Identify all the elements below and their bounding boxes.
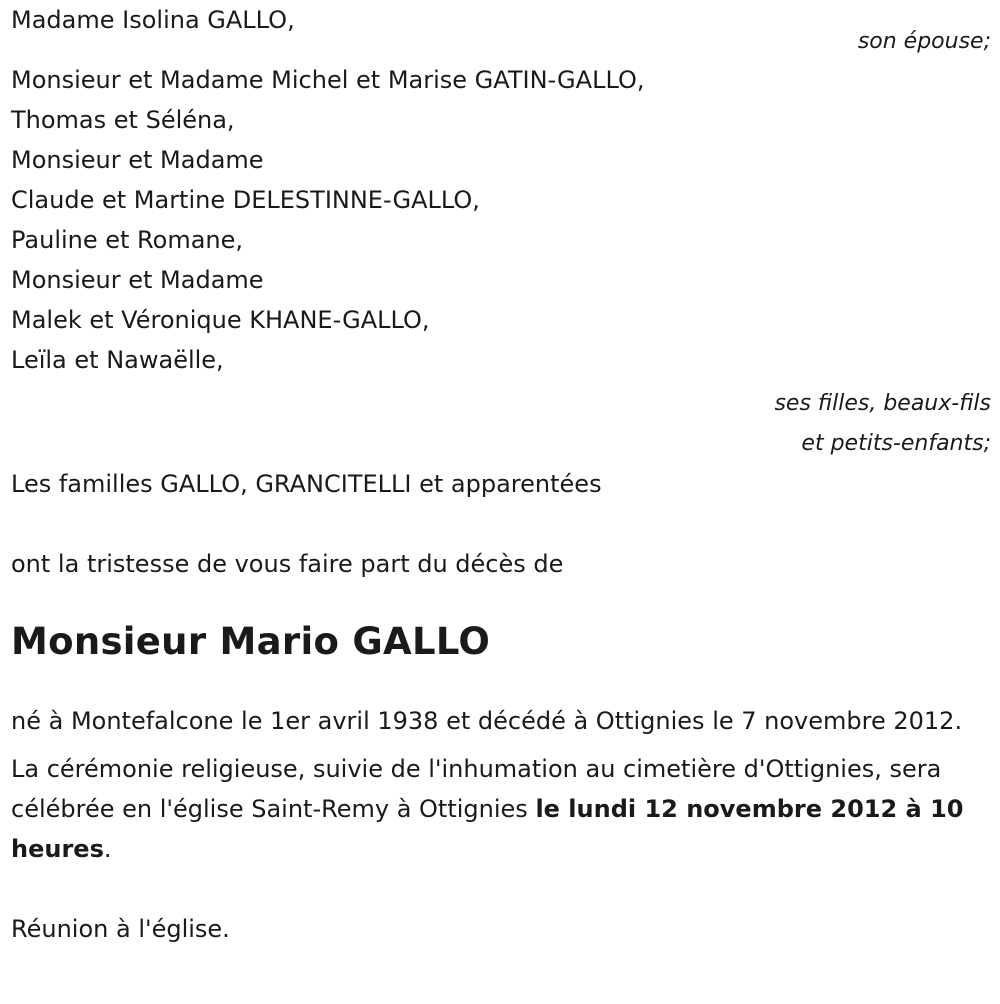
family-role-line1: ses filles, beaux-fils: [774, 391, 991, 416]
wife-role: son épouse;: [857, 29, 991, 54]
birth-death: né à Montefalcone le 1er avril 1938 et décédé à Ottignies le 7 novembre 2012.: [11, 707, 963, 735]
extended-family: Les familles GALLO, GRANCITELLI et apparentées: [11, 470, 602, 498]
ceremony-datetime: le lundi 12 novembre 2012 à 10 heures: [11, 795, 964, 863]
family-line: Leïla et Nawaëlle,: [11, 346, 224, 374]
family-line: Monsieur et Madame Michel et Marise GATIN-GALLO,: [11, 66, 645, 94]
family-line: Thomas et Séléna,: [11, 106, 235, 134]
family-line: Monsieur et Madame: [11, 266, 264, 294]
family-line: Pauline et Romane,: [11, 226, 244, 254]
announcement: ont la tristesse de vous faire part du décès de: [11, 550, 564, 578]
ceremony-paragraph: [11, 749, 981, 869]
obituary-notice: [11, 0, 991, 949]
family-line: Monsieur et Madame: [11, 146, 264, 174]
wife-name: Madame Isolina GALLO,: [11, 6, 295, 34]
family-line: Claude et Martine DELESTINNE-GALLO,: [11, 186, 480, 214]
deceased-name: Monsieur Mario GALLO: [11, 620, 491, 663]
ceremony-end: .: [103, 835, 112, 863]
meeting-note: Réunion à l'église.: [11, 915, 230, 943]
family-line: Malek et Véronique KHANE-GALLO,: [11, 306, 430, 334]
ceremony-text: La cérémonie religieuse, suivie de l'inhumation au cimetière d'Ottignies, sera célébrée en l'église Saint-Remy à Ottignies: [11, 755, 942, 823]
family-role-line2: et petits-enfants;: [801, 431, 991, 456]
